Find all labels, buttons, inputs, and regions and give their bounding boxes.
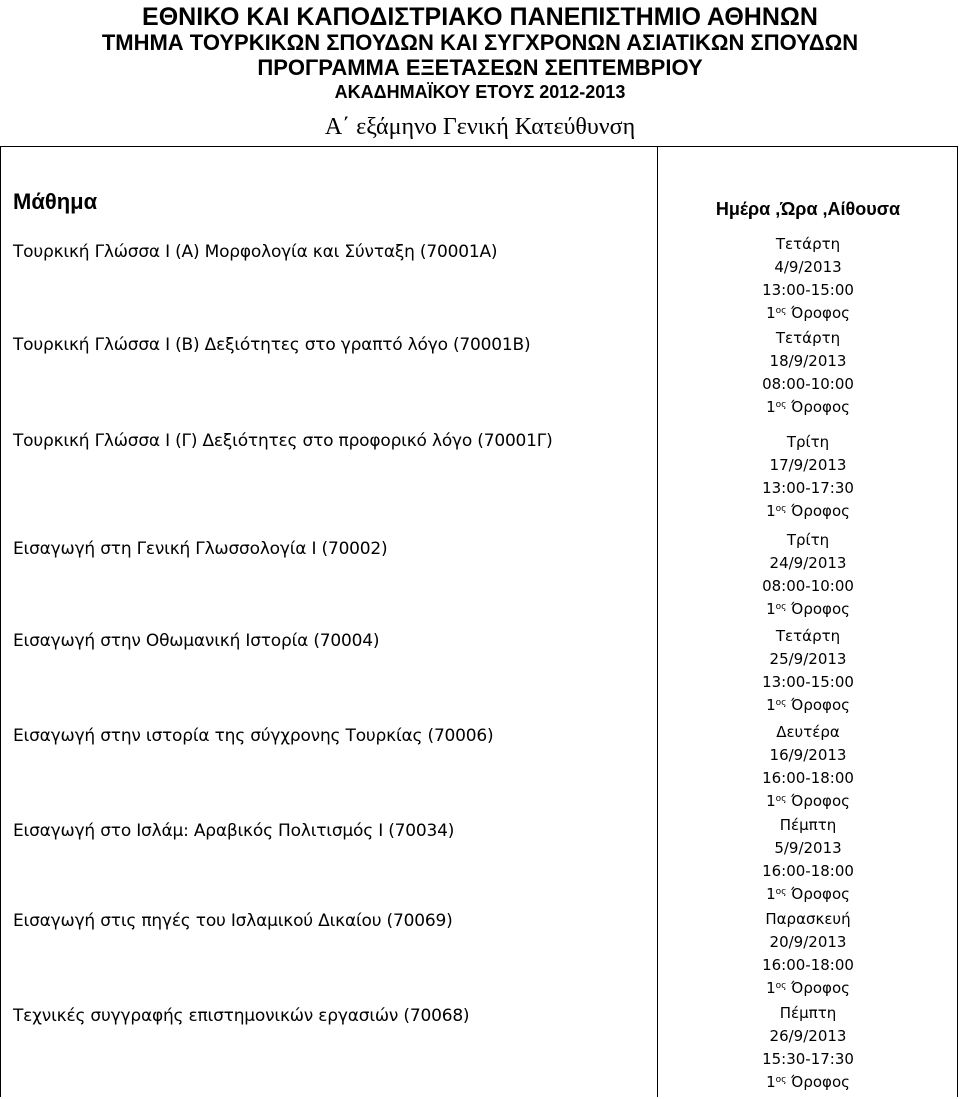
exam-time: 16:00-18:00 (762, 862, 854, 880)
floor-word: Όροφος (786, 1073, 850, 1091)
floor-ordinal: ος (775, 1075, 787, 1085)
exam-time: 13:00-15:00 (762, 673, 854, 691)
exam-slot (658, 721, 958, 813)
exam-slot (658, 908, 958, 1000)
floor-word: Όροφος (786, 502, 850, 520)
exam-date: 4/9/2013 (774, 258, 842, 276)
course-name: Εισαγωγή στην ιστορία της σύγχρονης Τουρκίας (70006) (13, 726, 494, 746)
floor-word: Όροφος (786, 885, 850, 903)
exam-date: 24/9/2013 (769, 554, 847, 572)
floor-word: Όροφος (786, 792, 850, 810)
floor-number: 1 (766, 1073, 776, 1091)
course-name: Τουρκική Γλώσσα Ι (Α) Μορφολογία και Σύνταξη (70001Α) (13, 242, 498, 262)
semester-title: Α΄ εξάμηνο Γενική Κατεύθυνση (324, 114, 636, 140)
course-column-header: Μάθημα (13, 189, 98, 214)
exam-date: 5/9/2013 (774, 839, 842, 857)
course-name: Τεχνικές συγγραφής επιστημονικών εργασιών (70068) (13, 1006, 470, 1026)
floor-ordinal: ος (775, 981, 787, 991)
floor-ordinal: ος (775, 794, 787, 804)
exam-day: Πέμπτη (779, 1004, 837, 1022)
floor-number: 1 (766, 696, 776, 714)
floor-ordinal: ος (775, 400, 787, 410)
exam-slot (658, 814, 958, 906)
exam-room (658, 790, 958, 813)
exam-time: 16:00-18:00 (762, 769, 854, 787)
exam-slot (658, 529, 958, 621)
exam-day: Δευτέρα (776, 723, 840, 741)
exam-slot (658, 625, 958, 717)
exam-date: 20/9/2013 (769, 933, 847, 951)
floor-number: 1 (766, 502, 776, 520)
exam-room (658, 302, 958, 325)
university-title: ΕΘΝΙΚΟ ΚΑΙ ΚΑΠΟΔΙΣΤΡΙΑΚΟ ΠΑΝΕΠΙΣΤΗΜΙΟ ΑΘΗΝΩΝ (142, 3, 818, 31)
exam-room (658, 1071, 958, 1094)
slot-column-header: Ημέρα ,Ώρα ,Αίθουσα (715, 199, 901, 219)
course-name: Εισαγωγή στις πηγές του Ισλαμικού Δικαίου (70069) (13, 911, 453, 931)
floor-word: Όροφος (786, 304, 850, 322)
exam-slot (658, 327, 958, 419)
exam-day: Παρασκευή (765, 910, 851, 928)
schedule-title: ΠΡΟΓΡΑΜΜΑ ΕΞΕΤΑΣΕΩΝ ΣΕΠΤΕΜΒΡΙΟΥ (257, 55, 703, 80)
course-name: Εισαγωγή στην Οθωμανική Ιστορία (70004) (13, 631, 380, 651)
floor-ordinal: ος (775, 602, 787, 612)
floor-number: 1 (766, 885, 776, 903)
exam-day: Τρίτη (786, 433, 830, 451)
floor-ordinal: ος (775, 698, 787, 708)
floor-number: 1 (766, 600, 776, 618)
exam-time: 08:00-10:00 (762, 375, 854, 393)
exam-slot (658, 1002, 958, 1094)
exam-date: 16/9/2013 (769, 746, 847, 764)
exam-room (658, 396, 958, 419)
exam-day: Τετάρτη (775, 235, 841, 253)
department-title: ΤΜΗΜΑ ΤΟΥΡΚΙΚΩΝ ΣΠΟΥΔΩΝ ΚΑΙ ΣΥΓΧΡΟΝΩΝ ΑΣΙΑΤΙΚΩΝ ΣΠΟΥΔΩΝ (101, 30, 859, 55)
exam-slot (658, 233, 958, 325)
exam-table (0, 146, 958, 1097)
floor-word: Όροφος (786, 696, 850, 714)
exam-time: 13:00-15:00 (762, 281, 854, 299)
exam-time: 13:00-17:30 (762, 479, 854, 497)
exam-room (658, 977, 958, 1000)
academic-year: ΑΚΑΔΗΜΑΪΚΟΥ ΕΤΟΥΣ 2012-2013 (334, 82, 626, 102)
exam-room (658, 598, 958, 621)
floor-number: 1 (766, 398, 776, 416)
exam-room (658, 883, 958, 906)
exam-day: Τρίτη (786, 531, 830, 549)
exam-time: 16:00-18:00 (762, 956, 854, 974)
exam-day: Τετάρτη (775, 627, 841, 645)
exam-time: 15:30-17:30 (762, 1050, 854, 1068)
floor-ordinal: ος (775, 306, 787, 316)
exam-room (658, 500, 958, 523)
course-name: Τουρκική Γλώσσα Ι (Γ) Δεξιότητες στο προφορικό λόγο (70001Γ) (13, 431, 553, 451)
floor-number: 1 (766, 792, 776, 810)
floor-ordinal: ος (775, 887, 787, 897)
exam-slot (658, 431, 958, 523)
floor-number: 1 (766, 979, 776, 997)
exam-day: Τετάρτη (775, 329, 841, 347)
exam-date: 26/9/2013 (769, 1027, 847, 1045)
exam-time: 08:00-10:00 (762, 577, 854, 595)
floor-number: 1 (766, 304, 776, 322)
exam-date: 18/9/2013 (769, 352, 847, 370)
exam-date: 25/9/2013 (769, 650, 847, 668)
floor-word: Όροφος (786, 398, 850, 416)
floor-word: Όροφος (786, 979, 850, 997)
floor-ordinal: ος (775, 504, 787, 514)
exam-day: Πέμπτη (779, 816, 837, 834)
course-name: Τουρκική Γλώσσα Ι (Β) Δεξιότητες στο γραπτό λόγο (70001Β) (13, 335, 531, 355)
course-name: Εισαγωγή στη Γενική Γλωσσολογία Ι (70002) (13, 539, 388, 559)
floor-word: Όροφος (786, 600, 850, 618)
course-name: Εισαγωγή στο Ισλάμ: Αραβικός Πολιτισμός Ι (70034) (13, 821, 455, 841)
exam-room (658, 694, 958, 717)
exam-date: 17/9/2013 (769, 456, 847, 474)
